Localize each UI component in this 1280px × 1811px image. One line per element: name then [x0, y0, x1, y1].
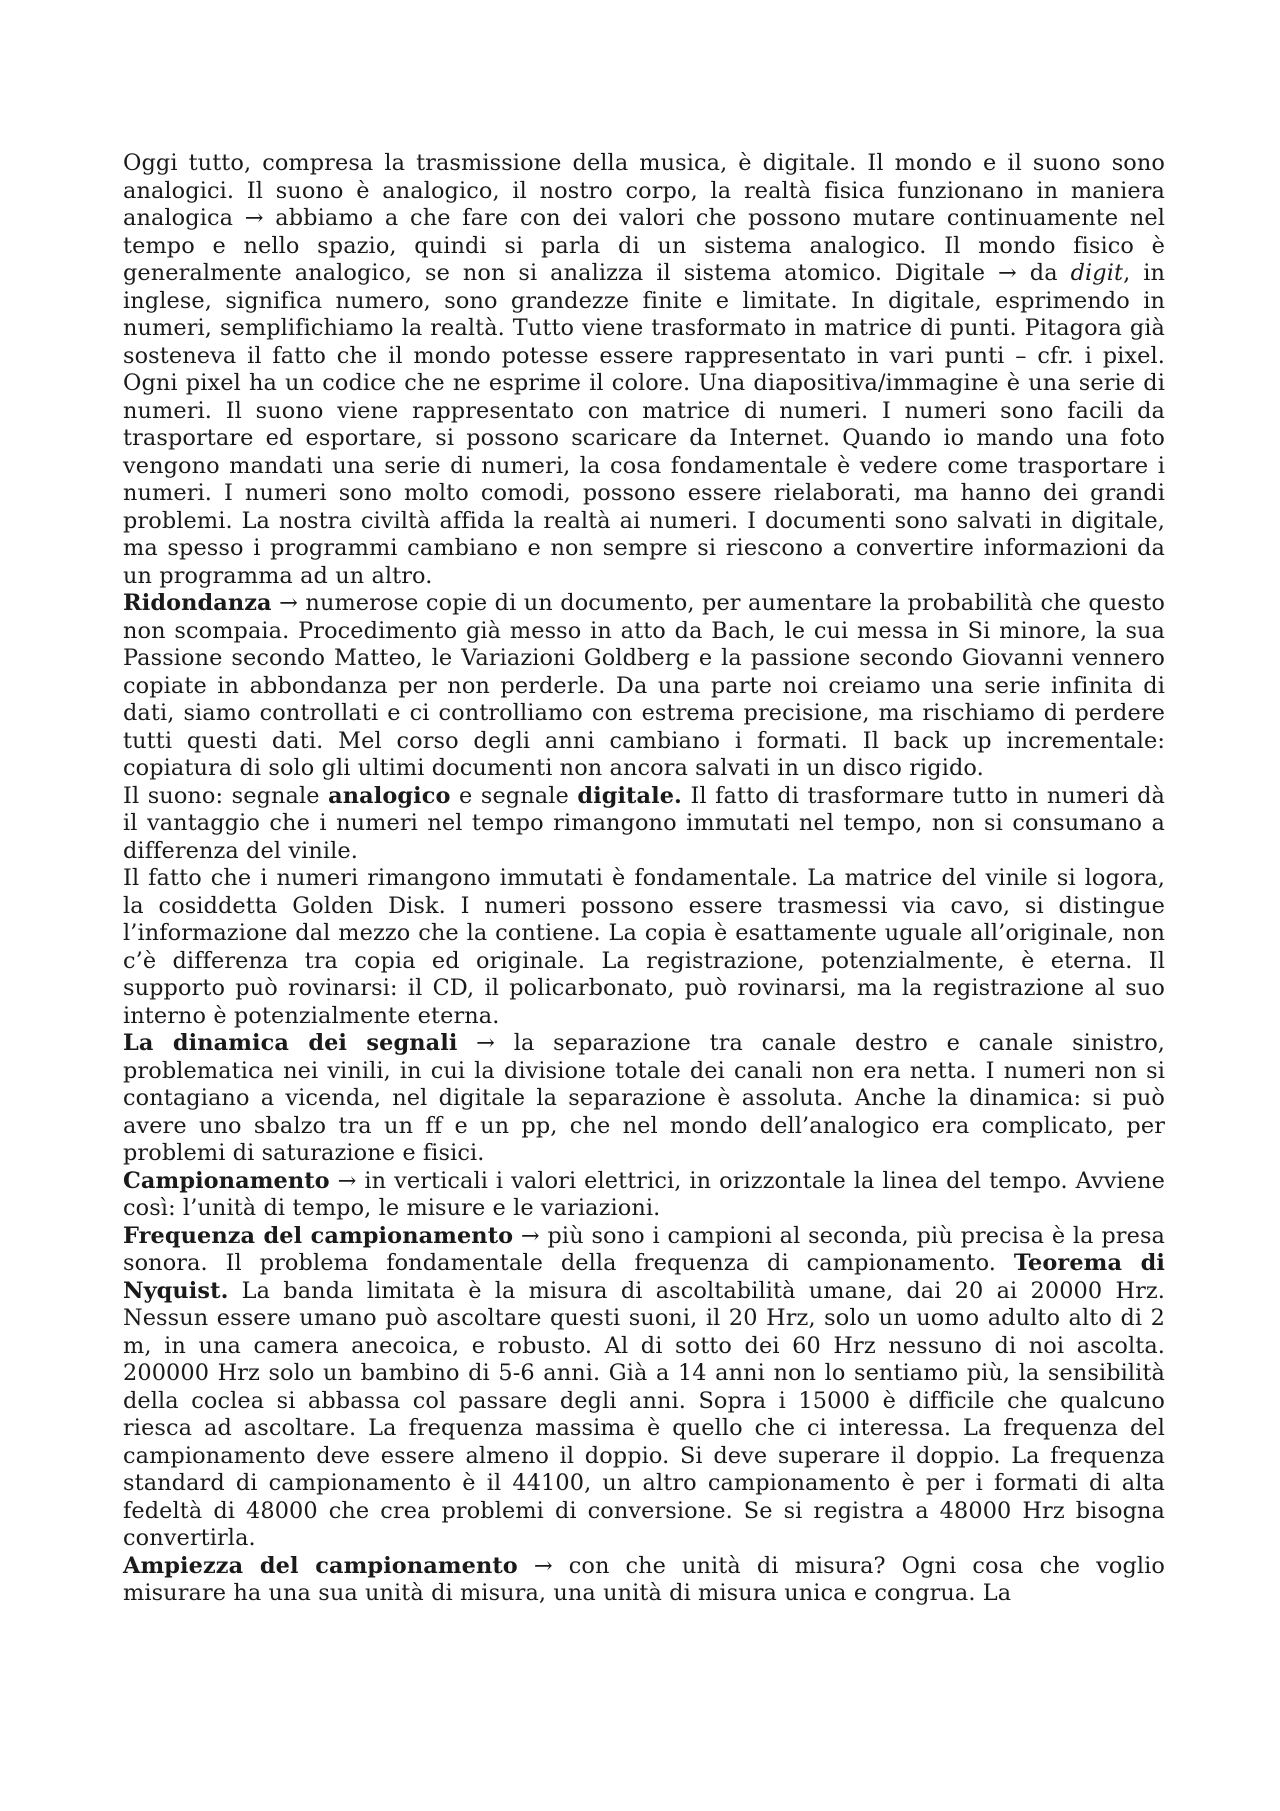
bold-term: digitale.: [577, 782, 682, 809]
paragraph-ampiezza: [123, 1553, 1165, 1608]
paragraph-text: , in inglese, significa numero, sono grandezze finite e limitate. In digitale, esprimendo in numeri, semplifichiamo la realtà. Tutto viene trasformato in matrice di punti. Pitagora già sosteneva il fatto che il mondo potesse essere rappresentato in vari punti – cfr. i pixel. Ogni pixel ha un codice che ne esprime il colore. Una diapositiva/immagine è una serie di numeri. Il suono viene rappresentato con matrice di numeri. I numeri sono facili da trasportare ed esportare, si possono scaricare da Internet. Quando io mando una foto vengono mandati una serie di numeri, la cosa fondamentale è vedere come trasportare i numeri. I numeri sono molto comodi, possono essere rielaborati, ma hanno dei grandi problemi. La nostra civiltà affida la realtà ai numeri. I documenti sono salvati in digitale, ma spesso i programmi cambiano e non sempre si riescono a convertire informazioni da un programma ad un altro.: [123, 260, 1165, 589]
bold-term: La dinamica dei segnali: [123, 1030, 458, 1056]
paragraph-text: Il fatto di trasformare tutto in numeri dà il vantaggio che i numeri nel tempo rimangono immutati nel tempo, non si consumano a differenza del vinile.: [123, 782, 1165, 864]
paragraph-ridondanza: [123, 590, 1165, 783]
paragraph-text: → in verticali i valori elettrici, in orizzontale la linea del tempo. Avviene così: l’unità di tempo, le misure e le variazioni.: [123, 1167, 1165, 1221]
paragraph-intro: [123, 150, 1165, 590]
italic-term: digit: [1070, 260, 1124, 286]
paragraph-text: e segnale: [450, 782, 578, 809]
bold-term: Ridondanza: [123, 590, 272, 616]
paragraph-campionamento: [123, 1168, 1165, 1223]
paragraph-frequenza: [123, 1223, 1165, 1553]
paragraph-text: Il fatto che i numeri rimangono immutati è fondamentale. La matrice del vinile si logora, la cosiddetta Golden Disk. I numeri possono essere trasmessi via cavo, si distingue l’informazione dal mezzo che la contiene. La copia è esattamente uguale all’originale, non c’è differenza tra copia ed originale. La registrazione, potenzialmente, è eterna. Il supporto può rovinarsi: il CD, il policarbonato, può rovinarsi, ma la registrazione al suo interno è potenzialmente eterna.: [123, 865, 1165, 1029]
paragraph-dinamica: [123, 1030, 1165, 1168]
bold-term: Campionamento: [123, 1167, 330, 1194]
paragraph-text: → più sono i campioni al seconda, più precisa è la presa sonora. Il problema fondamentale della frequenza di campionamento.: [123, 1222, 1165, 1276]
paragraph-text: Oggi tutto, compresa la trasmissione della musica, è digitale. Il mondo e il suono sono analogici. Il suono è analogico, il nostro corpo, la realtà fisica funzionano in maniera analogica → abbiamo a che fare con dei valori che possono mutare continuamente nel tempo e nello spazio, quindi si parla di un sistema analogico. Il mondo fisico è generalmente analogico, se non si analizza il sistema atomico. Digitale → da: [123, 150, 1165, 286]
bold-term: analogico: [328, 782, 451, 809]
paragraph-suono: [123, 783, 1165, 866]
paragraph-text: → la separazione tra canale destro e canale sinistro, problematica nei vinili, in cui la divisione totale dei canali non era netta. I numeri non si contagiano a vicenda, nel digitale la separazione è assoluta. Anche la dinamica: si può avere uno sbalzo tra un ff e un pp, che nel mondo dell’analogico era complicato, per problemi di saturazione e fisici.: [123, 1030, 1165, 1166]
paragraph-text: La banda limitata è la misura di ascoltabilità umane, dai 20 ai 20000 Hrz. Nessun essere umano può ascoltare questi suoni, il 20 Hrz, solo un uomo adulto alto di 2 m, in una camera anecoica, e robusto. Al di sotto dei 60 Hrz nessuno di noi ascolta. 200000 Hrz solo un bambino di 5-6 anni. Già a 14 anni non lo sentiamo più, la sensibilità della coclea si abbassa col passare degli anni. Sopra i 15000 è difficile che qualcuno riesca ad ascoltare. La frequenza massima è quello che ci interessa. La frequenza del campionamento deve essere almeno il doppio. Si deve superare il doppio. La frequenza standard di campionamento è il 44100, un altro campionamento è per i formati di alta fedeltà di 48000 che crea problemi di conversione. Se si registra a 48000 Hrz bisogna convertirla.: [123, 1277, 1165, 1551]
bold-term: Teorema di Nyquist.: [123, 1250, 1165, 1304]
paragraph-text: → con che unità di misura? Ogni cosa che voglio misurare ha una sua unità di misura, una unità di misura unica e congrua. La: [123, 1552, 1166, 1606]
paragraph-immutati: [123, 865, 1165, 1030]
paragraph-text: → numerose copie di un documento, per aumentare la probabilità che questo non scompaia. Procedimento già messo in atto da Bach, le cui messa in Si minore, la sua Passione secondo Matteo, le Variazioni Goldberg e la passione secondo Giovanni vennero copiate in abbondanza per non perderle. Da una parte noi creiamo una serie infinita di dati, siamo controllati e ci controlliamo con estrema precisione, ma rischiamo di perdere tutti questi dati. Mel corso degli anni cambiano i formati. Il back up incrementale: copiatura di solo gli ultimi documenti non ancora salvati in un disco rigido.: [123, 590, 1165, 781]
paragraph-text: Il suono: segnale: [123, 782, 329, 809]
bold-term: Frequenza del campionamento: [123, 1222, 514, 1249]
bold-term: Ampiezza del campionamento: [123, 1552, 518, 1579]
document-body: [123, 150, 1165, 1608]
